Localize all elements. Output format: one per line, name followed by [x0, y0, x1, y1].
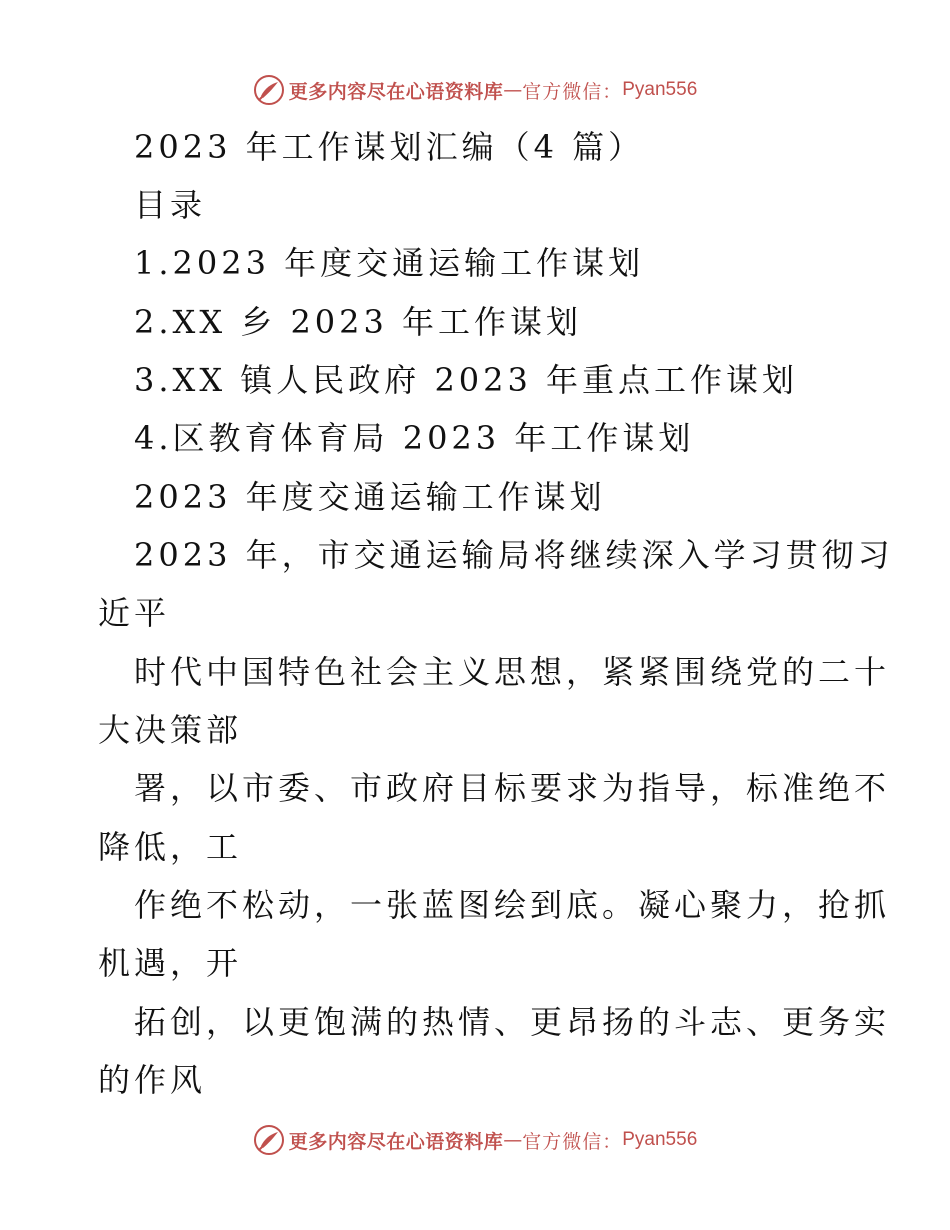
- toc-item: 1.2023 年度交通运输工作谋划: [134, 244, 645, 282]
- paragraph-line: 拓创，以更饱满的热情、更昂扬的斗志、更务实: [134, 1003, 891, 1041]
- paragraph-line: 机遇，开: [98, 944, 243, 982]
- watermark-id: Pyan556: [622, 79, 698, 100]
- paragraph-line: 时代中国特色社会主义思想，紧紧围绕党的二十: [134, 653, 891, 691]
- paragraph-line: 降低，工: [98, 828, 243, 866]
- watermark-main-text: 更多内容尽在心语资料库: [288, 80, 504, 103]
- watermark-banner-top: [0, 70, 950, 110]
- watermark-banner-bottom: [0, 1120, 950, 1160]
- paragraph-line: 作绝不松动，一张蓝图绘到底。凝心聚力，抢抓: [134, 886, 891, 924]
- paragraph-line: 的作风: [98, 1061, 207, 1099]
- pen-logo-icon: [253, 74, 285, 106]
- watermark-separator: —: [503, 79, 523, 101]
- paragraph-line: 2023 年，市交通运输局将继续深入学习贯彻习: [134, 536, 894, 574]
- section-title: 2023 年度交通运输工作谋划: [134, 478, 606, 516]
- toc-item: 2.XX 乡 2023 年工作谋划: [134, 303, 583, 341]
- toc-item: 3.XX 镇人民政府 2023 年重点工作谋划: [134, 361, 799, 399]
- paragraph-line: 大决策部: [98, 711, 243, 749]
- watermark-main-text: 更多内容尽在心语资料库: [288, 1130, 504, 1153]
- watermark-tail-text: 官方微信：: [522, 80, 623, 103]
- watermark-id: Pyan556: [622, 1129, 698, 1150]
- watermark-tail-text: 官方微信：: [522, 1130, 623, 1153]
- pen-logo-icon: [253, 1124, 285, 1156]
- paragraph-line: 署，以市委、市政府目标要求为指导，标准绝不: [134, 769, 891, 807]
- toc-heading: 目录: [134, 186, 207, 224]
- watermark-separator: —: [503, 1129, 523, 1151]
- toc-item: 4.区教育体育局 2023 年工作谋划: [134, 419, 695, 457]
- paragraph-line: 近平: [98, 594, 171, 632]
- document-title: 2023 年工作谋划汇编（4 篇）: [134, 128, 645, 166]
